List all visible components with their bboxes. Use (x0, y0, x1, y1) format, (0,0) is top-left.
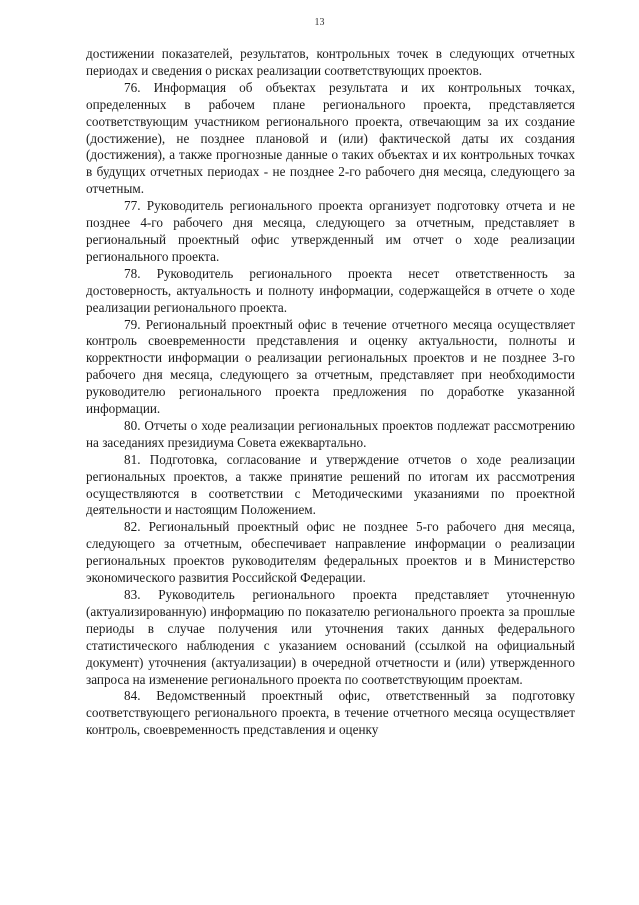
paragraph-84: 84. Ведомственный проектный офис, ответственный за подготовку соответствующего регионального проекта, в течение отчетного месяца осуществляет контроль, своевременность представления и оценку (86, 688, 575, 738)
paragraph-78: 78. Руководитель регионального проекта несет ответственность за достоверность, актуальность и полноту информации, содержащейся в отчете о ходе реализации регионального проекта. (86, 265, 575, 315)
paragraph-76: 76. Информация об объектах результата и их контрольных точках, определенных в рабочем плане регионального проекта, представляется соответствующим участником регионального проекта, отвечающим за их создание (достижение), не позднее плановой и (или) фактической даты их создания (достижения), а также прогнозные данные о таких объектах и их контрольных точках в будущих отчетных периодах - не позднее 2-го рабочего дня месяца, следующего за отчетным. (86, 79, 575, 197)
paragraph-83: 83. Руководитель регионального проекта представляет уточненную (актуализированную) информацию по показателю регионального проекта за прошлые периоды в случае получения или уточнения таких данных федерального статистического наблюдения с указанием оснований (ссылкой на официальный документ) уточнения (актуализации) в очередной отчетности и (или) утвержденного запроса на изменение регионального проекта по соответствующим проектам. (86, 587, 575, 687)
paragraph-continuation: достижении показателей, результатов, контрольных точек в следующих отчетных периодах и сведения о рисках реализации соответствующих проектов. (86, 46, 575, 78)
document-body (86, 46, 575, 739)
paragraph-77: 77. Руководитель регионального проекта организует подготовку отчета и не позднее 4-го рабочего дня месяца, следующего за отчетным, представляет в региональный проектный офис утвержденный им отчет о ходе реализации регионального проекта. (86, 198, 575, 264)
paragraph-82: 82. Региональный проектный офис не позднее 5-го рабочего дня месяца, следующего за отчетным, обеспечивает направление информации о реализации региональных проектов руководителям федеральных проектов и в Министерство экономического развития Российской Федерации. (86, 519, 575, 586)
paragraph-79: 79. Региональный проектный офис в течение отчетного месяца осуществляет контроль своевременности представления и оценку актуальности, полноты и корректности информации о реализации региональных проектов и не позднее 3-го рабочего дня месяца, следующего за отчетным, представляет при необходимости руководителю регионального проекта предложения по доработке указанной информации. (86, 316, 575, 417)
paragraph-81: 81. Подготовка, согласование и утверждение отчетов о ходе реализации региональных проектов, а также принятие решений по итогам их рассмотрения осуществляются в соответствии с Методическими указаниями по проектной деятельности и настоящим Положением. (86, 451, 575, 518)
page-number: 13 (314, 17, 325, 28)
paragraph-80: 80. Отчеты о ходе реализации региональных проектов подлежат рассмотрению на заседаниях президиума Совета ежеквартально. (86, 417, 575, 450)
